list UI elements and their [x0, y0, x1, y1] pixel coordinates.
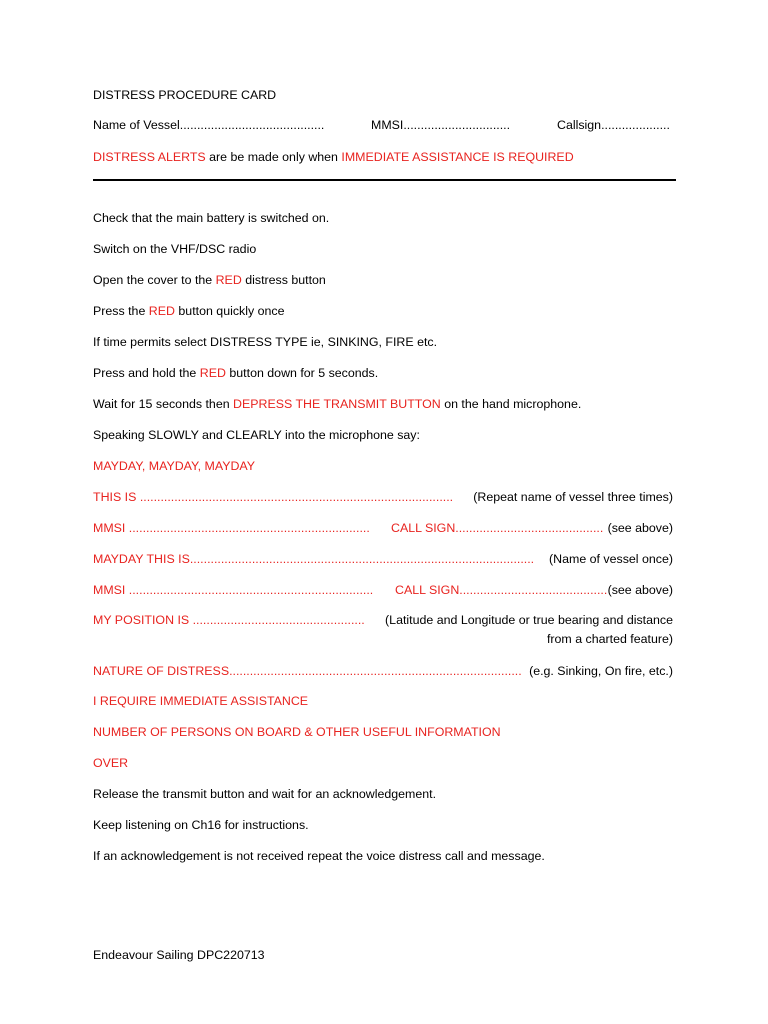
call-position: MY POSITION IS .................................................. [93, 613, 365, 627]
call-callsign-2: CALL SIGN........................................... [395, 583, 608, 597]
alert-note [93, 150, 574, 164]
call-nature: NATURE OF DISTRESS..................................................................................... [93, 664, 522, 678]
after-repeat: If an acknowledgement is not received repeat the voice distress call and message. [93, 849, 545, 863]
page-title: DISTRESS PROCEDURE CARD [93, 88, 277, 102]
call-position-note-2: from a charted feature) [546, 632, 673, 646]
call-nature-note: (e.g. Sinking, On fire, etc.) [529, 664, 673, 678]
call-mayday-note: (Name of vessel once) [549, 552, 673, 566]
step-cover: Open the cover to the RED distress button [93, 273, 326, 287]
call-this-is: THIS IS ........................................................................................... [93, 490, 454, 504]
call-mayday-this-is: MAYDAY THIS IS.................................................................................................... [93, 552, 535, 566]
divider [93, 179, 676, 181]
call-position-note-1: (Latitude and Longitude or true bearing and distance [385, 613, 673, 627]
call-callsign-1: CALL SIGN........................................... [391, 521, 604, 535]
call-note-above-2: (see above) [607, 583, 673, 597]
callsign-field: Callsign.................... [557, 118, 670, 132]
call-note-above-1: (see above) [607, 521, 673, 535]
mmsi-field: MMSI............................... [371, 118, 511, 132]
step-distress-type: If time permits select DISTRESS TYPE ie, SINKING, FIRE etc. [93, 335, 438, 349]
after-listen: Keep listening on Ch16 for instructions. [93, 818, 309, 832]
step-battery: Check that the main battery is switched on. [93, 211, 330, 225]
vessel-name-field: Name of Vessel.......................................... [93, 118, 325, 132]
call-mayday: MAYDAY, MAYDAY, MAYDAY [93, 459, 256, 473]
step-hold: Press and hold the RED button down for 5 seconds. [93, 366, 379, 380]
step-speak: Speaking SLOWLY and CLEARLY into the microphone say: [93, 428, 420, 442]
after-release: Release the transmit button and wait for an acknowledgement. [93, 787, 437, 801]
call-mmsi-2: MMSI ....................................................................... [93, 583, 374, 597]
step-press: Press the RED button quickly once [93, 304, 285, 318]
call-require: I REQUIRE IMMEDIATE ASSISTANCE [93, 694, 309, 708]
alert-term: DISTRESS ALERTS [93, 150, 206, 164]
step-radio: Switch on the VHF/DSC radio [93, 242, 257, 256]
call-over: OVER [93, 756, 129, 770]
alert-text: are be made only when [205, 150, 342, 164]
call-persons: NUMBER OF PERSONS ON BOARD & OTHER USEFUL INFORMATION [93, 725, 501, 739]
alert-condition: IMMEDIATE ASSISTANCE IS REQUIRED [341, 150, 574, 164]
step-transmit: Wait for 15 seconds then DEPRESS THE TRANSMIT BUTTON on the hand microphone. [93, 397, 582, 411]
call-mmsi-1: MMSI ...................................................................... [93, 521, 370, 535]
call-this-is-note: (Repeat name of vessel three times) [473, 490, 673, 504]
footer-reference: Endeavour Sailing DPC220713 [93, 948, 265, 962]
